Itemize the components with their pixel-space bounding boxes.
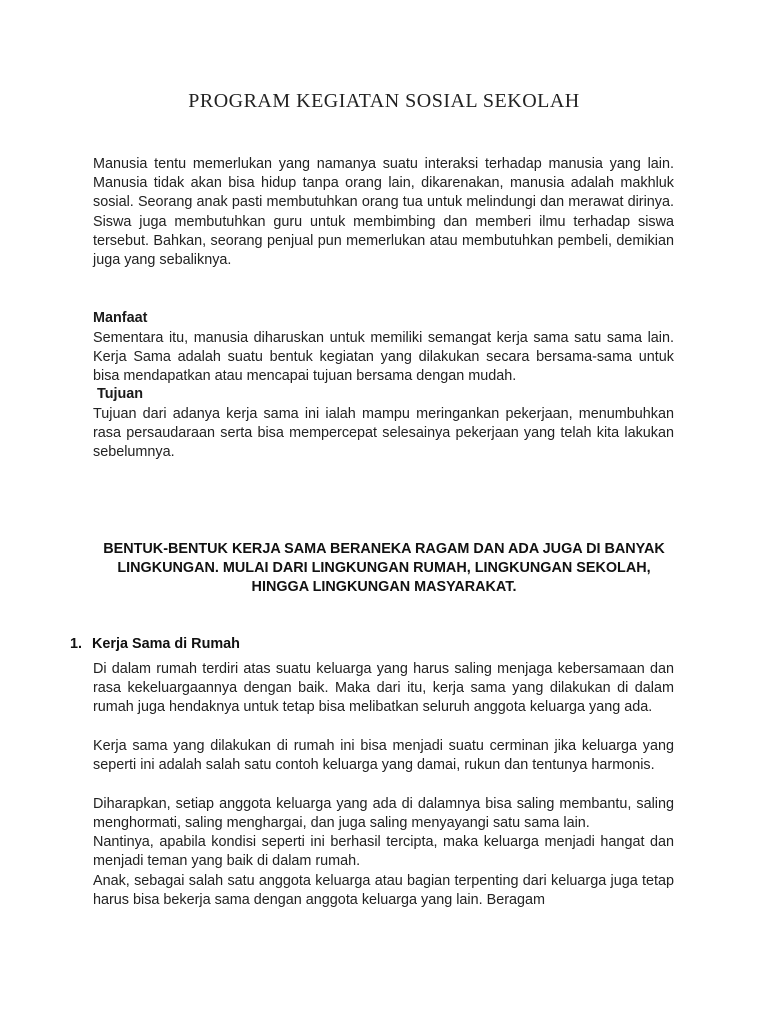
- intro-paragraph: Manusia tentu memerlukan yang namanya suatu interaksi terhadap manusia yang lain. Manusia tidak akan bisa hidup tanpa orang lain, dikarenakan, manusia adalah makhluk sosial. Seorang anak pasti membutuhkan orang tua untuk melindungi dan merawat dirinya. Siswa juga membutuhkan guru untuk membimbing dan memberi ilmu terhadap siswa tersebut. Bahkan, seorang penjual pun memerlukan atau membutuhkan pembeli, demikian juga yang sebaliknya.: [93, 156, 674, 269]
- tujuan-paragraph: Tujuan dari adanya kerja sama ini ialah mampu meringankan pekerjaan, menumbuhkan rasa persaudaraan serta bisa mempercepat selesainya pekerjaan yang telah kita lakukan sebelumnya.: [93, 406, 674, 461]
- manfaat-paragraph: Sementara itu, manusia diharuskan untuk memiliki semangat kerja sama satu sama lain. Kerja Sama adalah suatu bentuk kegiatan yang dilakukan secara bersama-sama untuk bisa mendapatkan atau mencapai tujuan bersama dengan mudah.: [93, 330, 674, 385]
- tujuan-heading: Tujuan: [97, 386, 144, 402]
- list-item-title: Kerja Sama di Rumah: [92, 636, 240, 652]
- body-paragraph: Nantinya, apabila kondisi seperti ini berhasil tercipta, maka keluarga menjadi hangat dan menjadi teman yang baik di dalam rumah.: [93, 834, 674, 870]
- document-title: PROGRAM KEGIATAN SOSIAL SEKOLAH: [188, 90, 580, 112]
- manfaat-heading: Manfaat: [93, 310, 148, 326]
- list-item-number: 1.: [70, 636, 83, 652]
- body-paragraph: Anak, sebagai salah satu anggota keluarga atau bagian terpenting dari keluarga juga tetap harus bisa bekerja sama dengan anggota keluarga yang lain. Beragam: [93, 873, 674, 909]
- list-item-heading: [70, 636, 240, 652]
- body-paragraph: Diharapkan, setiap anggota keluarga yang ada di dalamnya bisa saling membantu, saling menghormati, saling menghargai, dan juga saling menyayangi satu sama lain.: [93, 796, 674, 832]
- body-paragraph: Kerja sama yang dilakukan di rumah ini bisa menjadi suatu cerminan jika keluarga yang seperti ini adalah salah satu contoh keluarga yang damai, rukun dan tentunya harmonis.: [93, 738, 674, 774]
- section-heading: BENTUK-BENTUK KERJA SAMA BERANEKA RAGAM DAN ADA JUGA DI BANYAK LINGKUNGAN. MULAI DARI LINGKUNGAN RUMAH, LINGKUNGAN SEKOLAH, HINGGA LINGKUNGAN MASYARAKAT.: [103, 541, 665, 596]
- body-paragraph: Di dalam rumah terdiri atas suatu keluarga yang harus saling menjaga kebersamaan dan rasa kekeluargaannya dengan baik. Maka dari itu, kerja sama yang dilakukan di dalam rumah juga hendaknya untuk tetap bisa melibatkan seluruh anggota keluarga yang ada.: [93, 661, 674, 716]
